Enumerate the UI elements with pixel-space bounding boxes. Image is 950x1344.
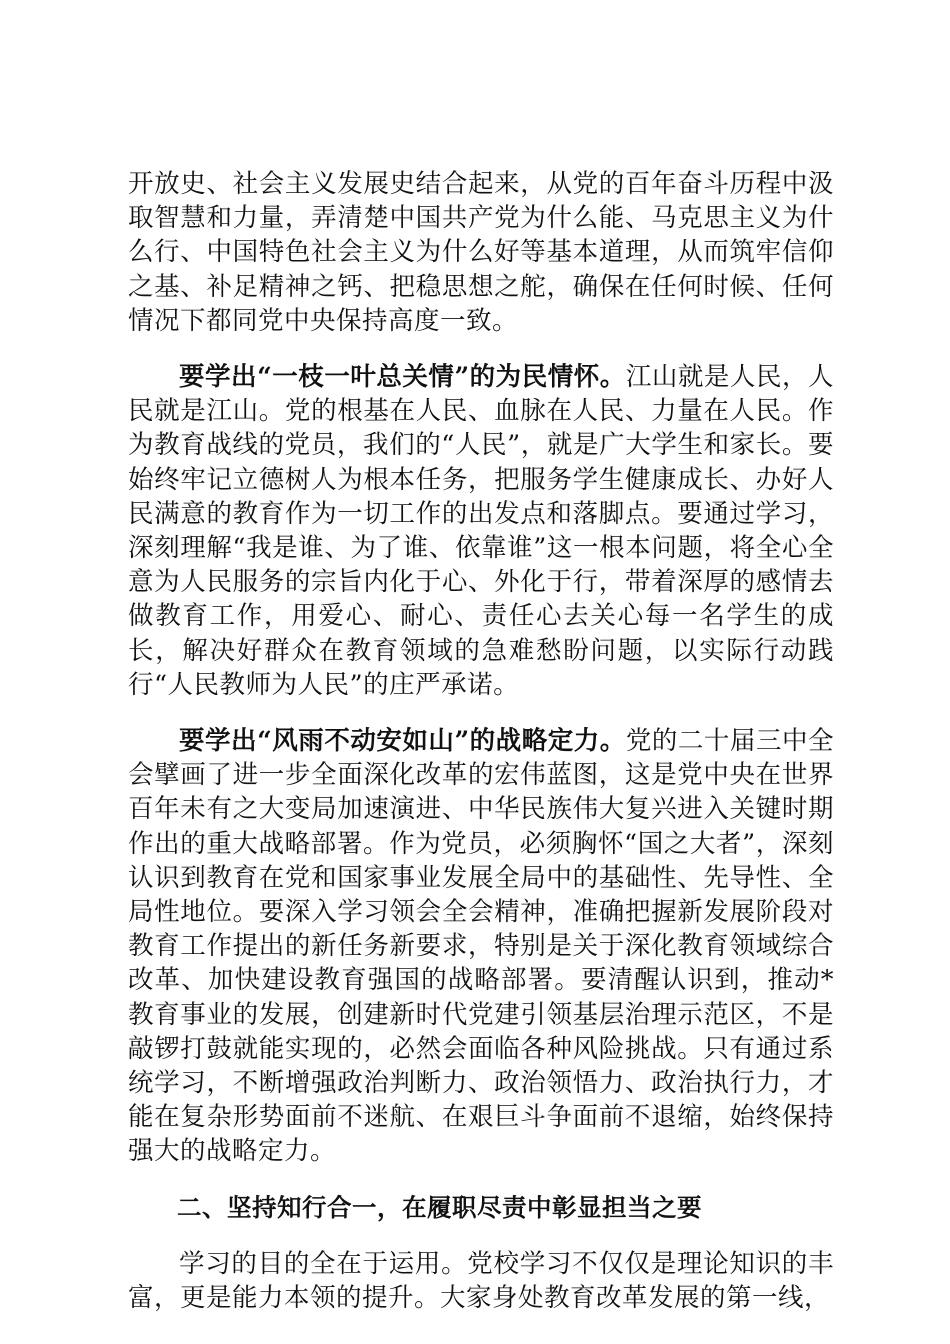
paragraph-text: 党的二十届三中全会擘画了进一步全面深化改革的宏伟蓝图，这是党中央在世界百年未有之大变局加速演进、中华民族伟大复兴进入关键时期作出的重大战略部署。作为党员，必须胸怀“国之大者”，深刻认识到教育在党和国家事业发展全局中的基础性、先导性、全局性地位。要深入学习领会全会精神，准确把握新发展阶段对教育工作提出的新任务新要求，特别是关于深化教育领域综合改革、加快建设教育强国的战略部署。要清醒认识到，推动*教育事业的发展，创建新时代党建引领基层治理示范区，不是敲锣打鼓就能实现的，必然会面临各种风险挑战。只有通过系统学习，不断增强政治判断力、政治领悟力、政治执行力，才能在复杂形势面前不迷航、在艰巨斗争面前不退缩，始终保持强大的战略定力。 <box>128 726 834 1167</box>
section-heading: 二、坚持知行合一，在履职尽责中彰显担当之要 <box>177 1192 702 1222</box>
paragraph-lead-bold: 要学出“风雨不动安如山”的战略定力。 <box>179 726 626 757</box>
paragraph-continued <box>128 167 834 338</box>
paragraph-gap <box>128 1169 834 1191</box>
paragraph-text: 开放史、社会主义发展史结合起来，从党的百年奋斗历程中汲取智慧和力量，弄清楚中国共产党为什么能、马克思主义为什么行、中国特色社会主义为什么好等基本道理，从而筑牢信仰之基、补足精神之钙、把稳思想之舵，确保在任何时候、任何情况下都同党中央保持高度一致。 <box>128 169 834 336</box>
paragraph-text: 学习的目的全在于运用。党校学习不仅仅是理论知识的丰富，更是能力本领的提升。大家身处教育改革发展的第一线， <box>128 1248 834 1314</box>
paragraph-lead-bold: 要学出“一枝一叶总关情”的为民情怀。 <box>179 362 626 393</box>
paragraph-gap <box>128 338 834 360</box>
paragraph-strategic-resolve <box>128 724 834 1169</box>
document-body <box>128 167 834 1315</box>
paragraph-gap <box>128 702 834 724</box>
paragraph-text: 江山就是人民，人民就是江山。党的根基在人民、血脉在人民、力量在人民。作为教育战线的党员，我们的“人民”，就是广大学生和家长。要始终牢记立德树人为根本任务，把服务学生健康成长、办好人民满意的教育作为一切工作的出发点和落脚点。要通过学习，深刻理解“我是谁、为了谁、依靠谁”这一根本问题，将全心全意为人民服务的宗旨内化于心、外化于行，带着深厚的感情去做教育工作，用爱心、耐心、责任心去关心每一名学生的成长，解决好群众在教育领域的急难愁盼问题，以实际行动践行“人民教师为人民”的庄严承诺。 <box>128 362 834 700</box>
paragraph-learning-purpose <box>128 1247 834 1315</box>
paragraph-people-sentiment <box>128 360 834 702</box>
paragraph-gap <box>128 1225 834 1247</box>
